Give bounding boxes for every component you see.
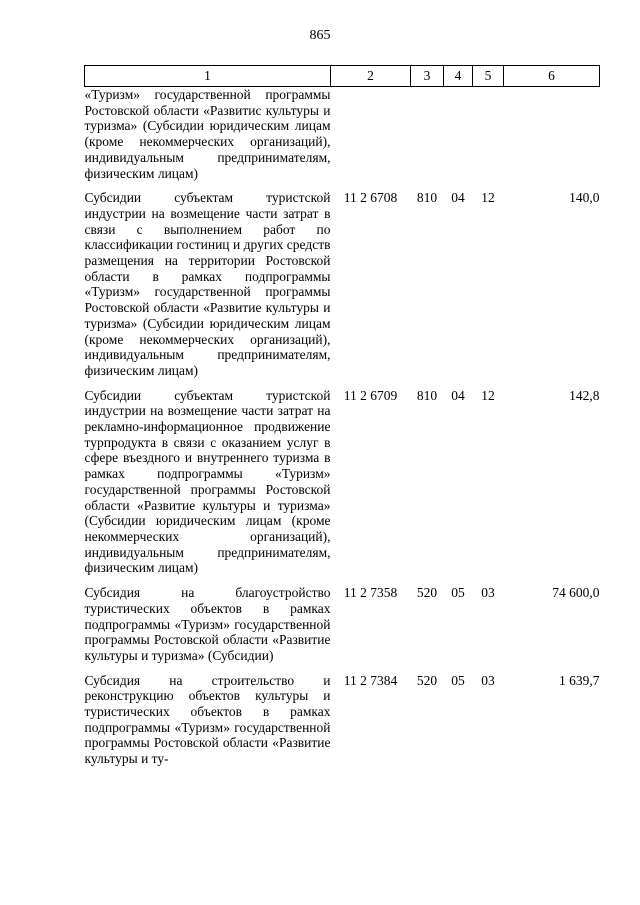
row-code (331, 87, 411, 182)
table-row (85, 664, 600, 767)
budget-table (84, 65, 600, 767)
row-rz: 05 (451, 585, 465, 601)
header-cell-2: 2 (331, 66, 411, 87)
row-vr: 520 (416, 672, 438, 688)
row-code: 11 2 7384 (343, 672, 398, 688)
row-rz: 04 (451, 387, 465, 403)
row-code: 11 2 6708 (343, 190, 398, 206)
row-description: Субсидии субъектам туристской индустрии на возмещение части затрат в связи с выполнением работ по классификации гостиниц и других средств размещения на территории Ростовской области в рамках подпрограммы «Туризм» государственной программы Ростовской области «Развитие культуры и туризма» (Субсидии юридическим лицам (кроме некоммерческих организаций), индивидуальным предпринимателям, физическим лицам) (84, 190, 331, 378)
row-pr: 03 (481, 585, 495, 601)
row-description: Субсидии субъектам туристской индустрии на возмещение части затрат на рекламно-информационное продвижение турпродукта в связи с оказанием услуг в сфере въездного и внутреннего туризма в рамках подпрограммы «Туризм» государственной программы Ростовской области «Развитие культуры и туризма» (Субсидии юридическим лицам (кроме некоммерческих организаций), индивидуальным предпринимателям, физическим лицам) (84, 387, 331, 576)
header-cell-4: 4 (444, 66, 473, 87)
row-description: «Туризм» государственной программы Ростовской области «Развитис культуры и туризма» (Субсидии юридическим лицам (кроме некоммерческих организаций), индивидуальным предпринимателям, физическим лицам) (84, 87, 331, 181)
row-vr: 810 (416, 190, 438, 206)
header-row (85, 66, 600, 87)
header-cell-3: 3 (411, 66, 444, 87)
row-code: 11 2 6709 (343, 387, 398, 403)
table-row (85, 379, 600, 576)
row-amount: 140,0 (569, 190, 600, 206)
header-cell-6: 6 (504, 66, 600, 87)
row-description: Субсидия на строительство и реконструкцию объектов культуры и туристических объектов в рамках подпрограммы «Туризм» государственной программы Ростовской области «Развитие культуры и ту- (84, 672, 331, 767)
row-amount: 142,8 (569, 387, 600, 403)
table-row (85, 576, 600, 664)
row-description: Субсидия на благоустройство туристических объектов в рамках подпрограммы «Туризм» государственной программы Ростовской области «Развитие культуры и туризма» (Субсидии) (84, 585, 331, 663)
page-number: 865 (309, 28, 331, 43)
row-vr (411, 87, 444, 182)
row-code: 11 2 7358 (343, 585, 398, 601)
row-vr: 520 (416, 585, 438, 601)
row-pr: 12 (481, 387, 495, 403)
header-cell-5: 5 (473, 66, 504, 87)
header-cell-1: 1 (85, 66, 331, 87)
row-pr: 03 (481, 672, 495, 688)
row-pr (473, 87, 504, 182)
table-row (85, 181, 600, 378)
table-row (85, 87, 600, 182)
row-pr: 12 (481, 190, 495, 206)
row-amount: 1 639,7 (559, 672, 600, 688)
row-rz (444, 87, 473, 182)
row-rz: 05 (451, 672, 465, 688)
row-amount (504, 87, 600, 182)
row-amount: 74 600,0 (552, 585, 600, 601)
row-rz: 04 (451, 190, 465, 206)
row-vr: 810 (416, 387, 438, 403)
